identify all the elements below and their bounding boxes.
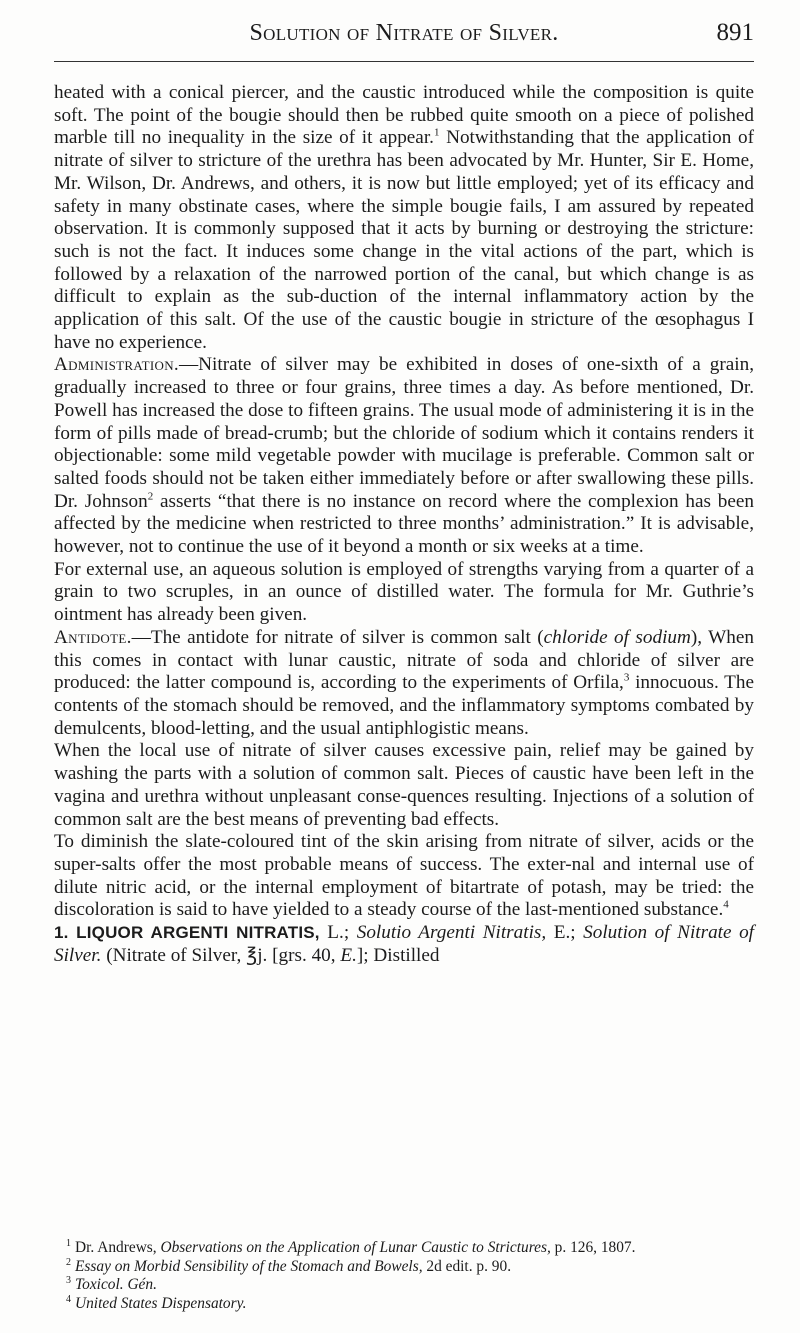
header-rule: [54, 61, 754, 62]
paragraph-text: asserts “that there is no instance on record where the complexion has been affected by the medicine when restricted to three months’ administration.” It is advisable, however, not to continue the use of it beyond a month or six weeks at a time.: [54, 490, 754, 558]
paragraph-text: To diminish the slate-coloured tint of the skin arising from nitrate of silver, acids or the super-salts offer the most probable means of success. The exter-nal and internal use of dilute nitric acid, or the internal employment of bitartrate of potash, may be tried: the discoloration is said to have yielded to a steady course of the last-mentioned substance.: [54, 831, 754, 921]
paragraph-text: innocuous. The contents of the stomach should be removed, and the inflammatory symptoms combated by demulcents, blood-letting, and the usual antiphlogistic means.: [54, 672, 754, 739]
footnote-mark: 4: [66, 1293, 71, 1305]
footnote-4: [54, 1295, 754, 1314]
paragraph-local-use: When the local use of nitrate of silver causes excessive pain, relief may be gained by washing the parts with a solution of common salt. Pieces of caustic have been left in the vagina and urethra without unpleasant conse-quences resulting. Injections of a solution of common salt are the best means of preventing bad effects.: [54, 740, 754, 830]
entry-label: L.;: [319, 922, 350, 944]
paragraph-stricture: [54, 82, 754, 354]
footnote-mark: 1: [66, 1237, 71, 1249]
entry-number: 1.: [54, 923, 69, 943]
section-heading-antidote: Antidote.: [54, 626, 132, 648]
page-number: 891: [716, 19, 754, 46]
paragraph-text: (Nitrate of Silver, ℥j. [grs. 40,: [101, 944, 341, 966]
entry-label: E.;: [546, 922, 576, 944]
paragraph-text: heated with a conical piercer, and the caustic introduced while the composition is quite soft. The point of the bougie should then be rubbed quite smooth on a piece of polished marble till no inequality in the size of it appear.: [54, 82, 754, 149]
italic-term: chloride of sodium: [543, 626, 691, 648]
footnote-title: Observations on the Application of Lunar Caustic to Strictures,: [160, 1239, 551, 1256]
paragraph-text: Notwithstanding that the application of nitrate of silver to stricture of the urethra has been advocated by Mr. Hunter, Sir E. Home, Mr. Wilson, Dr. Andrews, and others, it is now but little employed; yet of its efficacy and safety in many obstinate cases, where the simple bougie fails, I am assured by repeated observation. It is commonly supposed that it acts by burning or destroying the stricture: such is not the fact. It induces some change in the vital actions of the part, which is followed by a relaxation of the narrowed portion of the canal, but which change is as difficult to explain as the sub-duction of the internal inflammatory action by the application of this salt. Of the use of the caustic bougie in stricture of the œsophagus I have no experience.: [54, 127, 754, 353]
body-text: [54, 82, 754, 967]
footnote-title: United States Dispensatory.: [75, 1295, 247, 1313]
footnote-ref-3[interactable]: 3: [623, 671, 630, 684]
paragraph-administration: [54, 354, 754, 558]
footnote-text: Dr. Andrews,: [75, 1239, 161, 1256]
paragraph-text: —The antidote for nitrate of silver is common salt (: [131, 626, 544, 648]
section-heading-administration: Administration.: [54, 354, 179, 376]
footnote-mark: 2: [66, 1256, 71, 1268]
footnote-ref-2[interactable]: 2: [147, 490, 154, 503]
footnote-2: [54, 1258, 754, 1277]
paragraph-text: —Nitrate of silver may be exhibited in doses of one-sixth of a grain, gradually increased to three or four grains, three times a day. As before mentioned, Dr. Powell has increased the dose to fifteen grains. The usual mode of administering it is in the form of pills made of bread-crumb; but the chloride of sodium which it contains renders it objectionable: some mild vegetable powder with mucilage is preferable. Common salt or salted foods should not be taken either immediately before or after swallowing these pills. Dr. Johnson: [54, 354, 754, 512]
footnotes: [54, 1239, 754, 1314]
footnote-1: [54, 1239, 754, 1258]
footnote-title: Toxicol. Gén.: [75, 1276, 157, 1294]
paragraph-slate-tint: [54, 831, 754, 922]
footnote-mark: 3: [66, 1275, 71, 1287]
entry-latin-name: Solutio Argenti Nitratis,: [349, 922, 547, 944]
running-head: Solution of Nitrate of Silver.: [249, 20, 559, 46]
entry-title: LIQUOR ARGENTI NITRATIS,: [76, 923, 320, 943]
footnote-text: p. 126, 1807.: [550, 1239, 636, 1256]
footnote-ref-1[interactable]: 1: [433, 127, 440, 140]
paragraph-text: ), When this comes in contact with lunar caustic, nitrate of soda and chloride of silver are produced: the latter compound is, according to the experiments of Orfila,: [54, 626, 754, 694]
entry-label-italic: E.: [340, 944, 357, 966]
footnote-3: [54, 1276, 754, 1295]
entry-english-name: Solution of Nitrate of Silver.: [54, 922, 755, 966]
paragraph-external-use: For external use, an aqueous solution is employed of strengths varying from a quarter of a grain to two scruples, in an ounce of distilled water. The formula for Mr. Guthrie’s ointment has already been given.: [54, 558, 754, 626]
paragraph-antidote: [54, 627, 754, 741]
footnote-title: Essay on Morbid Sensibility of the Stomach and Bowels,: [75, 1257, 423, 1275]
page-header: [54, 18, 754, 58]
footnote-ref-4[interactable]: 4: [723, 898, 729, 911]
paragraph-liquor-argenti: [54, 922, 754, 967]
paragraph-text: ]; Distilled: [356, 944, 440, 966]
footnote-text: 2d edit. p. 90.: [422, 1257, 512, 1275]
